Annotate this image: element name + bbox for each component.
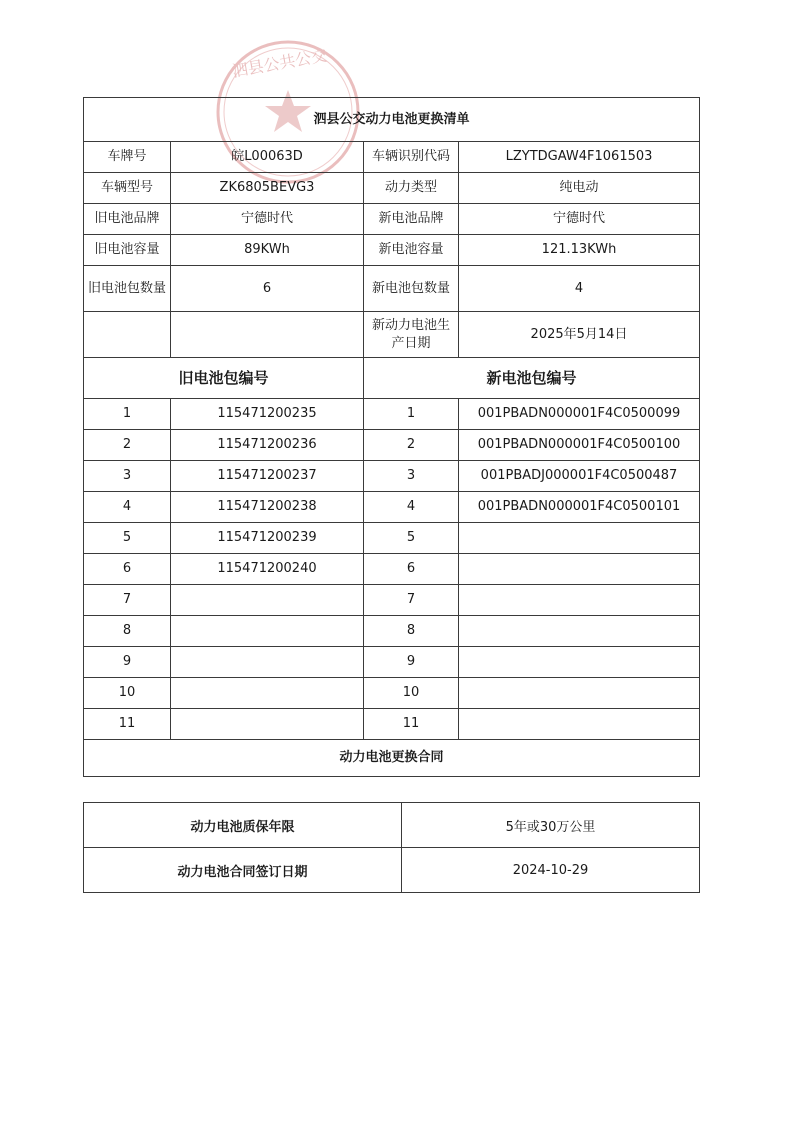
new-pack-index: 8 (364, 616, 459, 647)
new-pack-index: 1 (364, 399, 459, 430)
old-pack-number (171, 678, 364, 709)
table-row (84, 616, 700, 647)
old-pack-index: 9 (84, 647, 171, 678)
new-pack-index: 5 (364, 523, 459, 554)
old-capacity-value: 89KWh (171, 235, 364, 266)
new-pack-index: 4 (364, 492, 459, 523)
table-row (84, 554, 700, 585)
old-pack-index: 3 (84, 461, 171, 492)
old-pack-header: 旧电池包编号 (84, 358, 364, 399)
old-brand-value: 宁德时代 (171, 204, 364, 235)
old-pack-number (171, 709, 364, 740)
new-capacity-label: 新电池容量 (364, 235, 459, 266)
old-pack-number: 115471200235 (171, 399, 364, 430)
table-row (84, 523, 700, 554)
old-pack-number: 115471200240 (171, 554, 364, 585)
old-pack-number: 115471200238 (171, 492, 364, 523)
new-pack-number (459, 678, 700, 709)
new-pack-index: 9 (364, 647, 459, 678)
contract-date-value: 2024-10-29 (402, 848, 700, 893)
table-row (84, 709, 700, 740)
old-pack-index: 8 (84, 616, 171, 647)
old-capacity-label: 旧电池容量 (84, 235, 171, 266)
table-row (84, 585, 700, 616)
model-label: 车辆型号 (84, 173, 171, 204)
new-pack-number: 001PBADJ000001F4C0500487 (459, 461, 700, 492)
old-pack-number: 115471200239 (171, 523, 364, 554)
old-pack-index: 2 (84, 430, 171, 461)
old-pack-index: 6 (84, 554, 171, 585)
empty-cell (171, 312, 364, 358)
power-type-value: 纯电动 (459, 173, 700, 204)
new-pack-index: 6 (364, 554, 459, 585)
table-row (84, 399, 700, 430)
empty-cell (84, 312, 171, 358)
old-pack-number (171, 647, 364, 678)
new-pack-number: 001PBADN000001F4C0500101 (459, 492, 700, 523)
svg-text:泗县公共公交: 泗县公共公交 (230, 45, 329, 81)
table-row (84, 647, 700, 678)
new-pack-number (459, 523, 700, 554)
vin-label: 车辆识别代码 (364, 142, 459, 173)
new-pack-number (459, 616, 700, 647)
new-pack-number (459, 554, 700, 585)
new-pack-index: 11 (364, 709, 459, 740)
old-pack-number: 115471200236 (171, 430, 364, 461)
table-row (84, 492, 700, 523)
new-pack-number (459, 647, 700, 678)
old-count-label: 旧电池包数量 (84, 266, 171, 312)
old-pack-index: 1 (84, 399, 171, 430)
old-count-value: 6 (171, 266, 364, 312)
new-pack-index: 2 (364, 430, 459, 461)
new-capacity-value: 121.13KWh (459, 235, 700, 266)
contract-section-title: 动力电池更换合同 (84, 740, 700, 777)
old-pack-number (171, 616, 364, 647)
new-pack-index: 10 (364, 678, 459, 709)
old-pack-index: 5 (84, 523, 171, 554)
plate-value: 皖L00063D (171, 142, 364, 173)
vin-value: LZYTDGAW4F1061503 (459, 142, 700, 173)
new-pack-header: 新电池包编号 (364, 358, 700, 399)
warranty-label: 动力电池质保年限 (84, 803, 402, 848)
old-pack-index: 7 (84, 585, 171, 616)
old-pack-index: 10 (84, 678, 171, 709)
warranty-value: 5年或30万公里 (402, 803, 700, 848)
battery-replacement-table (83, 97, 700, 777)
old-pack-number: 115471200237 (171, 461, 364, 492)
old-pack-index: 4 (84, 492, 171, 523)
old-pack-index: 11 (84, 709, 171, 740)
document-title: 泗县公交动力电池更换清单 (84, 98, 700, 142)
contract-table (83, 802, 700, 893)
new-count-label: 新电池包数量 (364, 266, 459, 312)
plate-label: 车牌号 (84, 142, 171, 173)
production-date-value: 2025年5月14日 (459, 312, 700, 358)
table-row (84, 430, 700, 461)
new-pack-index: 7 (364, 585, 459, 616)
table-row (84, 461, 700, 492)
contract-date-label: 动力电池合同签订日期 (84, 848, 402, 893)
old-pack-number (171, 585, 364, 616)
table-row (84, 678, 700, 709)
power-type-label: 动力类型 (364, 173, 459, 204)
new-pack-index: 3 (364, 461, 459, 492)
new-pack-number (459, 585, 700, 616)
new-pack-number: 001PBADN000001F4C0500100 (459, 430, 700, 461)
new-brand-label: 新电池品牌 (364, 204, 459, 235)
new-pack-number: 001PBADN000001F4C0500099 (459, 399, 700, 430)
new-pack-number (459, 709, 700, 740)
model-value: ZK6805BEVG3 (171, 173, 364, 204)
new-count-value: 4 (459, 266, 700, 312)
production-date-label: 新动力电池生产日期 (364, 312, 459, 358)
old-brand-label: 旧电池品牌 (84, 204, 171, 235)
new-brand-value: 宁德时代 (459, 204, 700, 235)
